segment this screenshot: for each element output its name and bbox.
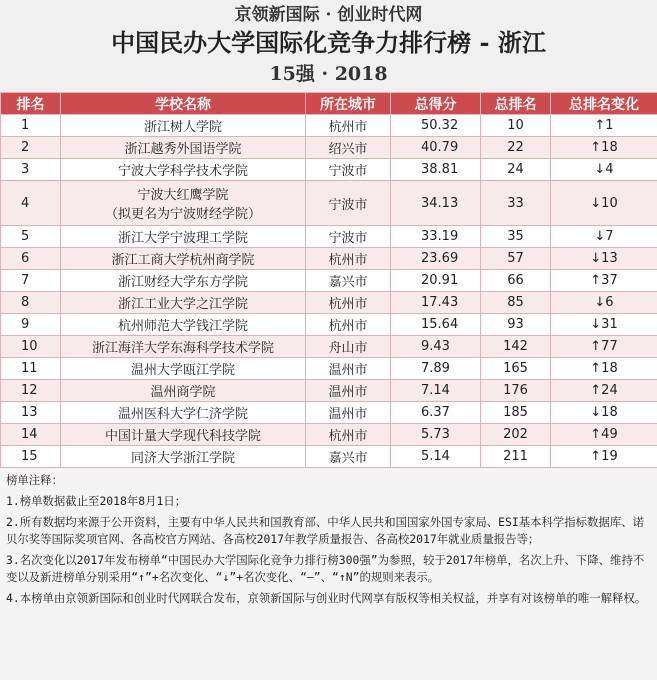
rank-change-cell: ↓31 [551, 314, 657, 336]
rank-change-cell: ↓13 [551, 248, 657, 270]
overall-rank-cell: 57 [481, 248, 551, 270]
rank-change-cell: ↓7 [551, 226, 657, 248]
rank-cell: 6 [1, 248, 61, 270]
city-cell: 杭州市 [306, 314, 391, 336]
note-item: 2.所有数据均来源于公开资料，主要有中华人民共和国教育部、中华人民共和国国家外国专家局、ESI基本科学指标数据库、诺贝尔奖等国际奖项官网、各高校官方网站、各高校2017年教学质量报告、各高校2017年就业质量报告等； [6, 514, 651, 548]
ranking-table [0, 92, 657, 468]
col-header-rank-change: 总排名变化 [551, 93, 657, 115]
rank-change-cell: ↑19 [551, 446, 657, 468]
subtitle: 15强 · 2018 [0, 60, 657, 88]
note-item: 4.本榜单由京领新国际和创业时代网联合发布，京领新国际与创业时代网享有版权等相关权益，并享有对该榜单的唯一解释权。 [6, 590, 651, 607]
school-cell: 浙江越秀外国语学院 [61, 137, 306, 159]
city-cell: 宁波市 [306, 159, 391, 181]
rank-change-cell: ↓4 [551, 159, 657, 181]
score-cell: 34.13 [391, 181, 481, 226]
overall-rank-cell: 211 [481, 446, 551, 468]
rank-cell: 1 [1, 115, 61, 137]
score-cell: 23.69 [391, 248, 481, 270]
school-name: 宁波大红鹰学院 [61, 184, 305, 203]
score-cell: 15.64 [391, 314, 481, 336]
rank-cell: 10 [1, 336, 61, 358]
table-row [1, 446, 657, 468]
school-cell: 浙江树人学院 [61, 115, 306, 137]
rank-cell: 8 [1, 292, 61, 314]
table-header-row [1, 93, 657, 115]
score-cell: 38.81 [391, 159, 481, 181]
table-row [1, 270, 657, 292]
score-cell: 5.73 [391, 424, 481, 446]
publisher-line: 京领新国际 · 创业时代网 [0, 0, 657, 26]
city-cell: 杭州市 [306, 292, 391, 314]
rank-cell: 5 [1, 226, 61, 248]
table-row [1, 248, 657, 270]
school-cell: 浙江海洋大学东海科学技术学院 [61, 336, 306, 358]
city-cell: 嘉兴市 [306, 270, 391, 292]
rank-change-cell: ↓10 [551, 181, 657, 226]
rank-cell: 13 [1, 402, 61, 424]
rank-change-cell: ↑24 [551, 380, 657, 402]
rank-cell: 3 [1, 159, 61, 181]
city-cell: 绍兴市 [306, 137, 391, 159]
rank-cell: 2 [1, 137, 61, 159]
rank-change-cell: ↑1 [551, 115, 657, 137]
city-cell: 宁波市 [306, 226, 391, 248]
city-cell: 温州市 [306, 402, 391, 424]
rank-cell: 7 [1, 270, 61, 292]
overall-rank-cell: 202 [481, 424, 551, 446]
overall-rank-cell: 10 [481, 115, 551, 137]
overall-rank-cell: 35 [481, 226, 551, 248]
school-cell: 浙江财经大学东方学院 [61, 270, 306, 292]
overall-rank-cell: 33 [481, 181, 551, 226]
table-row [1, 292, 657, 314]
city-cell: 杭州市 [306, 424, 391, 446]
rank-change-cell: ↑18 [551, 358, 657, 380]
rank-cell: 9 [1, 314, 61, 336]
city-cell: 嘉兴市 [306, 446, 391, 468]
score-cell: 20.91 [391, 270, 481, 292]
school-cell: 浙江工业大学之江学院 [61, 292, 306, 314]
city-cell: 宁波市 [306, 181, 391, 226]
rank-change-cell: ↑37 [551, 270, 657, 292]
score-cell: 50.32 [391, 115, 481, 137]
school-cell: 同济大学浙江学院 [61, 446, 306, 468]
school-cell: 杭州师范大学钱江学院 [61, 314, 306, 336]
score-cell: 7.14 [391, 380, 481, 402]
poster-header [0, 0, 657, 92]
city-cell: 舟山市 [306, 336, 391, 358]
table-row [1, 159, 657, 181]
table-row [1, 336, 657, 358]
school-cell [61, 181, 306, 226]
score-cell: 7.89 [391, 358, 481, 380]
city-cell: 温州市 [306, 358, 391, 380]
table-row [1, 380, 657, 402]
rank-cell: 15 [1, 446, 61, 468]
overall-rank-cell: 22 [481, 137, 551, 159]
school-cell: 温州商学院 [61, 380, 306, 402]
overall-rank-cell: 24 [481, 159, 551, 181]
score-cell: 17.43 [391, 292, 481, 314]
col-header-city: 所在城市 [306, 93, 391, 115]
overall-rank-cell: 165 [481, 358, 551, 380]
page-title: 中国民办大学国际化竞争力排行榜 - 浙江 [0, 26, 657, 60]
table-row [1, 314, 657, 336]
notes-title: 榜单注释： [6, 472, 651, 489]
table-row [1, 226, 657, 248]
col-header-rank: 排名 [1, 93, 61, 115]
table-row [1, 181, 657, 226]
city-cell: 杭州市 [306, 248, 391, 270]
col-header-score: 总得分 [391, 93, 481, 115]
rank-cell: 11 [1, 358, 61, 380]
score-cell: 40.79 [391, 137, 481, 159]
score-cell: 5.14 [391, 446, 481, 468]
school-cell: 温州医科大学仁济学院 [61, 402, 306, 424]
table-row [1, 137, 657, 159]
overall-rank-cell: 185 [481, 402, 551, 424]
rank-change-cell: ↓6 [551, 292, 657, 314]
rank-cell: 14 [1, 424, 61, 446]
rank-cell: 12 [1, 380, 61, 402]
overall-rank-cell: 142 [481, 336, 551, 358]
notes-section [0, 468, 657, 680]
school-rename-note: （拟更名为宁波财经学院） [61, 203, 305, 222]
col-header-school: 学校名称 [61, 93, 306, 115]
score-cell: 33.19 [391, 226, 481, 248]
overall-rank-cell: 85 [481, 292, 551, 314]
rank-change-cell: ↑18 [551, 137, 657, 159]
table-row [1, 424, 657, 446]
school-cell: 浙江工商大学杭州商学院 [61, 248, 306, 270]
school-cell: 中国计量大学现代科技学院 [61, 424, 306, 446]
school-cell: 温州大学瓯江学院 [61, 358, 306, 380]
note-item: 3.名次变化以2017年发布榜单“中国民办大学国际化竞争力排行榜300强”为参照，较于2017年榜单，名次上升、下降、维持不变以及新进榜单分别采用“↑”+名次变化、“↓”+名次变化、“–”、“↑N”的规则来表示。 [6, 552, 651, 586]
overall-rank-cell: 93 [481, 314, 551, 336]
score-cell: 6.37 [391, 402, 481, 424]
city-cell: 温州市 [306, 380, 391, 402]
col-header-overall-rank: 总排名 [481, 93, 551, 115]
city-cell: 杭州市 [306, 115, 391, 137]
table-row [1, 402, 657, 424]
overall-rank-cell: 66 [481, 270, 551, 292]
rank-change-cell: ↑77 [551, 336, 657, 358]
table-row [1, 115, 657, 137]
rank-change-cell: ↑49 [551, 424, 657, 446]
score-cell: 9.43 [391, 336, 481, 358]
school-cell: 浙江大学宁波理工学院 [61, 226, 306, 248]
table-row [1, 358, 657, 380]
rank-change-cell: ↓18 [551, 402, 657, 424]
note-item: 1.榜单数据截止至2018年8月1日； [6, 493, 651, 510]
rank-cell: 4 [1, 181, 61, 226]
overall-rank-cell: 176 [481, 380, 551, 402]
school-cell: 宁波大学科学技术学院 [61, 159, 306, 181]
